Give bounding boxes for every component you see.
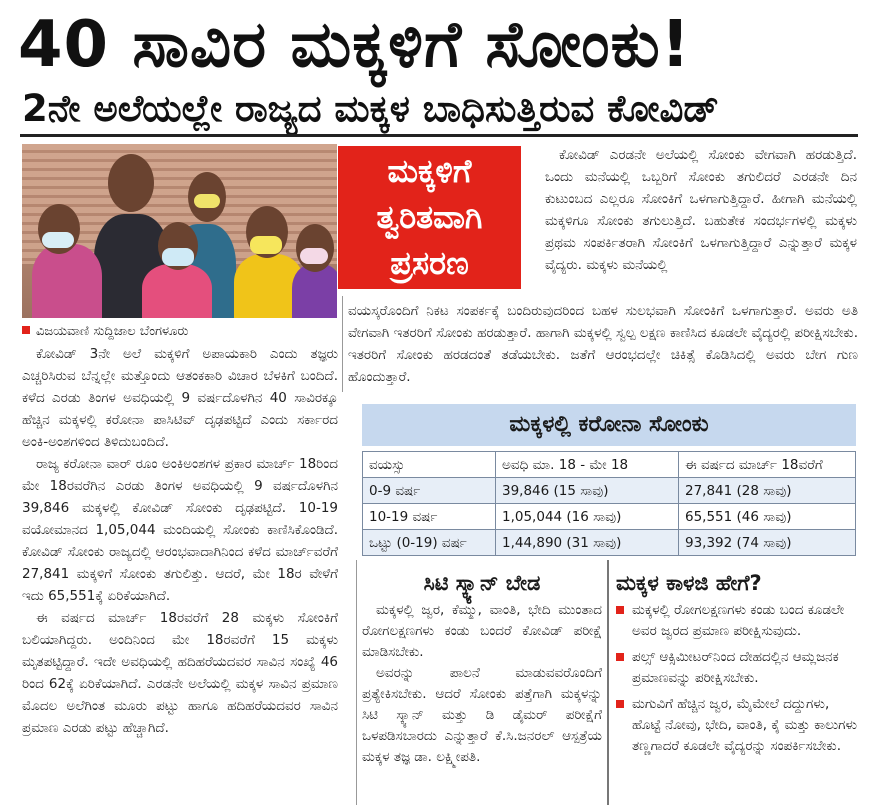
byline-text: ವಿಜಯವಾಣಿ ಸುದ್ದಿಜಾಲ ಬೆಂಗಳೂರು (36, 324, 189, 339)
statistics-table (362, 451, 856, 556)
table-title: ಮಕ್ಕಳಲ್ಲಿ ಕರೋನಾ ಸೋಂಕು (362, 404, 856, 446)
table-header-cell: ವಯಸ್ಸು (363, 452, 496, 478)
table-header-row (363, 452, 856, 478)
face-mask (42, 232, 74, 248)
right-wide-column (348, 300, 858, 390)
article-paragraph: ರಾಜ್ಯ ಕರೋನಾ ವಾರ್ ರೂಂ ಅಂಕಿಅಂಶಗಳ ಪ್ರಕಾರ ಮಾರ್ಚ್ 18ರಿಂದ ಮೇ 18ರವರೆಗಿನ ಎರಡು ತಿಂಗಳ ಅವಧಿಯಲ್ಲಿ 9 ವರ್ಷದೊಳಗಿನ 39,846 ಮಕ್ಕಳಲ್ಲಿ ಕೋವಿಡ್ ಸೋಂಕು ದೃಢಪಟ್ಟಿದೆ. 10-19 ವಯೋಮಾನದ 1,05,044 ಮಂದಿಯಲ್ಲಿ ಸೋಂಕು ಕಾಣಿಸಿಕೊಂಡಿದೆ. ಕೋವಿಡ್ ಸೋಂಕು ರಾಜ್ಯದಲ್ಲಿ ಆರಂಭವಾದಾಗಿನಿಂದ ಕಳೆದ ಮಾರ್ಚ್‌ವರೆಗೆ 27,841 ಮಕ್ಕಳಿಗೆ ಸೋಂಕು ತಗುಲಿತ್ತು. ಆದರೆ, ಮೇ 18ರ ವೇಳೆಗೆ ಇದು 65,551ಕ್ಕೆ ಏರಿಕೆಯಾಗಿದೆ. (22, 456, 338, 604)
left-column (22, 343, 338, 805)
face-mask (162, 248, 194, 266)
article-paragraph: ಅವರನ್ನು ಪಾಲನೆ ಮಾಡುವವರೊಂದಿಗೆ ಪ್ರತ್ಯೇಕಿಸಬೇಕು. ಆದರೆ ಸೋಂಕು ಪತ್ತೆಗಾಗಿ ಮಕ್ಕಳನ್ನು ಸಿಟಿ ಸ್ಕ್ಯಾನ್ ಮತ್ತು ಡಿ ಡೈಮರ್ ಪರೀಕ್ಷೆಗೆ ಒಳಪಡಿಸಬಾರದು ಎನ್ನುತ್ತಾರೆ ಕೆ.ಸಿ.ಜನರಲ್ ಆಸ್ಪತ್ರೆಯ ಮಕ್ಕಳ ತಜ್ಞ ಡಾ. ಲಕ್ಷ್ಮೀಪತಿ. (362, 665, 602, 765)
article-paragraph: ವಯಸ್ಕರೊಂದಿಗೆ ನಿಕಟ ಸಂಪರ್ಕಕ್ಕೆ ಬಂದಿರುವುದರಿಂದ ಬಹಳ ಸುಲಭವಾಗಿ ಸೋಂಕಿಗೆ ಒಳಗಾಗುತ್ತಾರೆ. ಅವರು ಅತಿ ವೇಗವಾಗಿ ಇತರರಿಗೆ ಸೋಂಕು ಹರಡುತ್ತಾರೆ. ಹಾಗಾಗಿ ಮಕ್ಕಳಲ್ಲಿ ಸ್ವಲ್ಪ ಲಕ್ಷಣ ಕಾಣಿಸಿದ ಕೂಡಲೇ ವೈದ್ಯರಲ್ಲಿ ಪರೀಕ್ಷಿಸಬೇಕು. ಇತರರಿಗೆ ಸೋಂಕು ಹರಡದಂತೆ ತಡೆಯಬೇಕು. ಜತೆಗೆ ಆರಂಭದಲ್ಲೇ ಚಿಕಿತ್ಸೆ ಕೊಡಿಸಿದಲ್ಲಿ ಅವರು ಬೇಗ ಗುಣ ಹೊಂದುತ್ತಾರೆ. (348, 303, 858, 385)
table-header-cell: ಅವಧಿ ಮಾ. 18 - ಮೇ 18 (496, 452, 679, 478)
table-cell: ಒಟ್ಟು (0-19) ವರ್ಷ (363, 530, 496, 556)
table-cell: 27,841 (28 ಸಾವು) (679, 478, 856, 504)
table-cell: 10-19 ವರ್ಷ (363, 504, 496, 530)
face-mask (300, 248, 328, 264)
highlight-line: ತ್ವರಿತವಾಗಿ (376, 198, 483, 236)
face-mask (194, 194, 220, 208)
headline: 40 ಸಾವಿರ ಮಕ್ಕಳಿಗೆ ಸೋಂಕು! (18, 8, 691, 82)
child-figure (32, 244, 102, 318)
article-paragraph: ಕೋವಿಡ್ ಎರಡನೇ ಅಲೆಯಲ್ಲಿ ಸೋಂಕು ವೇಗವಾಗಿ ಹರಡುತ್ತಿದೆ. ಒಂದು ಮನೆಯಲ್ಲಿ ಒಬ್ಬರಿಗೆ ಸೋಂಕು ತಗುಲಿದರೆ ಎರಡನೇ ದಿನ ಕುಟುಂಬದ ಎಲ್ಲರೂ ಸೋಂಕಿಗೆ ಒಳಗಾಗುತ್ತಿದ್ದಾರೆ. ಹೀಗಾಗಿ ಮನೆಯಲ್ಲಿ ಮಕ್ಕಳಿಗೂ ಸೋಂಕು ತಗುಲುತ್ತಿದೆ. ಬಹುತೇಕ ಸಂದರ್ಭಗಳಲ್ಲಿ ಮಕ್ಕಳು ಪ್ರಥಮ ಸಂಪರ್ಕಿತರಾಗಿ ಸೋಂಕಿಗೆ ಒಳಗಾಗುತ್ತಿದ್ದಾರೆ ಎನ್ನುತ್ತಾರೆ ಮಕ್ಕಳ ವೈದ್ಯರು. ಮಕ್ಕಳು ಮನೆಯಲ್ಲಿ (545, 147, 857, 273)
ct-scan-box (362, 566, 602, 804)
box-divider (607, 560, 609, 805)
article-paragraph: ಈ ವರ್ಷದ ಮಾರ್ಚ್ 18ರವರೆಗೆ 28 ಮಕ್ಕಳು ಸೋಂಕಿಗೆ ಬಲಿಯಾಗಿದ್ದರು. ಅಂದಿನಿಂದ ಮೇ 18ರವರೆಗೆ 15 ಮಕ್ಕಳು ಮೃತಪಟ್ಟಿದ್ದಾರೆ. ಇದೇ ಅವಧಿಯಲ್ಲಿ ಹದಿಹರೆಯದವರ ಸಾವಿನ ಸಂಖ್ಯೆ 46 ರಿಂದ 62ಕ್ಕೆ ಏರಿಕೆಯಾಗಿದೆ. ಎರಡನೇ ಅಲೆಯಲ್ಲಿ ಮಕ್ಕಳ ಸಾವಿನ ಪ್ರಮಾಣ ಮೊದಲ ಅಲೆಗಿಂತ ಮೂರು ಪಟ್ಟು ಹಾಗೂ ಹದಿಹರೆಯದವರ ಸಾವಿನ ಪ್ರಮಾಣ ಎರಡು ಪಟ್ಟು ಹೆಚ್ಚಾಗಿದೆ. (22, 610, 338, 736)
article-paragraph: ಕೋವಿಡ್ 3ನೇ ಅಲೆ ಮಕ್ಕಳಿಗೆ ಅಪಾಯಕಾರಿ ಎಂದು ತಜ್ಞರು ಎಚ್ಚರಿಸಿರುವ ಬೆನ್ನಲ್ಲೇ ಮತ್ತೊಂದು ಆತಂಕಕಾರಿ ವಿಚಾರ ಬೆಳಕಿಗೆ ಬಂದಿದೆ. ಕಳೆದ ಎರಡು ತಿಂಗಳ ಅವಧಿಯಲ್ಲಿ 9 ವರ್ಷದೊಳಗಿನ 40 ಸಾವಿರಕ್ಕೂ ಹೆಚ್ಚಿನ ಮಕ್ಕಳಲ್ಲಿ ಕರೋನಾ ಪಾಸಿಟಿವ್ ದೃಢಪಟ್ಟಿದೆ ಎಂದು ಸರ್ಕಾರದ ಅಂಕಿ-ಅಂಶಗಳಿಂದ ತಿಳಿದುಬಂದಿದೆ. (22, 346, 338, 450)
table-cell: 0-9 ವರ್ಷ (363, 478, 496, 504)
article-paragraph: ಮಕ್ಕಳಲ್ಲಿ ಜ್ವರ, ಕೆಮ್ಮು, ವಾಂತಿ, ಭೇದಿ ಮುಂತಾದ ರೋಗಲಕ್ಷಣಗಳು ಕಂಡು ಬಂದರೆ ಕೋವಿಡ್ ಪರೀಕ್ಷೆ ಮಾಡಿಸಬೇಕು. (362, 602, 602, 660)
child-figure (142, 264, 212, 318)
child-figure (292, 264, 337, 318)
highlight-line: ಮಕ್ಕಳಿಗೆ (387, 152, 472, 190)
highlight-box (338, 146, 521, 289)
table-cell: 65,551 (46 ಸಾವು) (679, 504, 856, 530)
bullet-square (22, 326, 30, 334)
list-item: ಪಲ್ಸ್ ಆಕ್ಸಿಮೀಟರ್‌ನಿಂದ ದೇಹದಲ್ಲಿನ ಆಮ್ಲಜನಕ ಪ್ರಮಾಣವನ್ನು ಪರೀಕ್ಷಿಸಬೇಕು. (616, 647, 858, 689)
subheadline: 2ನೇ ಅಲೆಯಲ್ಲೇ ರಾಜ್ಯದ ಮಕ್ಕಳ ಬಾಧಿಸುತ್ತಿರುವ ಕೋವಿಡ್ (22, 87, 719, 130)
child-care-list (616, 600, 858, 757)
list-item: ಮಗುವಿಗೆ ಹೆಚ್ಚಿನ ಜ್ವರ, ಮೈಮೇಲೆ ದದ್ದುಗಳು, ಹೊಟ್ಟೆ ನೋವು, ಭೇದಿ, ವಾಂತಿ, ಕೈ ಮತ್ತು ಕಾಲುಗಳು ತಣ್ಣಗಾದರೆ ಕೂಡಲೇ ವೈದ್ಯರನ್ನು ಸಂಪರ್ಕಿಸಬೇಕು. (616, 694, 858, 757)
table-row (363, 478, 856, 504)
column-divider (356, 560, 357, 805)
byline (22, 321, 342, 343)
table-cell: 39,846 (15 ಸಾವು) (496, 478, 679, 504)
child-care-title: ಮಕ್ಕಳ ಕಾಳಜಿ ಹೇಗೆ? (616, 571, 762, 595)
headline-rule (20, 134, 858, 137)
table-row (363, 504, 856, 530)
column-divider (342, 296, 343, 392)
highlight-line: ಪ್ರಸರಣ (390, 244, 469, 282)
ct-scan-title: ಸಿಟಿ ಸ್ಕ್ಯಾನ್ ಬೇಡ (423, 571, 541, 595)
children-photo (22, 144, 337, 318)
child-care-box (616, 566, 858, 804)
right-top-column (545, 144, 857, 300)
list-item: ಮಕ್ಕಳಲ್ಲಿ ರೋಗಲಕ್ಷಣಗಳು ಕಂಡು ಬಂದ ಕೂಡಲೇ ಅವರ ಜ್ವರದ ಪ್ರಮಾಣ ಪರೀಕ್ಷಿಸುವುದು. (616, 600, 858, 642)
table-header-cell: ಈ ವರ್ಷದ ಮಾರ್ಚ್ 18ವರೆಗೆ (679, 452, 856, 478)
face-mask (250, 236, 282, 254)
table-cell: 1,05,044 (16 ಸಾವು) (496, 504, 679, 530)
child-head (108, 154, 154, 212)
ct-scan-body (362, 600, 602, 768)
table-row (363, 530, 856, 556)
table-cell: 93,392 (74 ಸಾವು) (679, 530, 856, 556)
table-cell: 1,44,890 (31 ಸಾವು) (496, 530, 679, 556)
